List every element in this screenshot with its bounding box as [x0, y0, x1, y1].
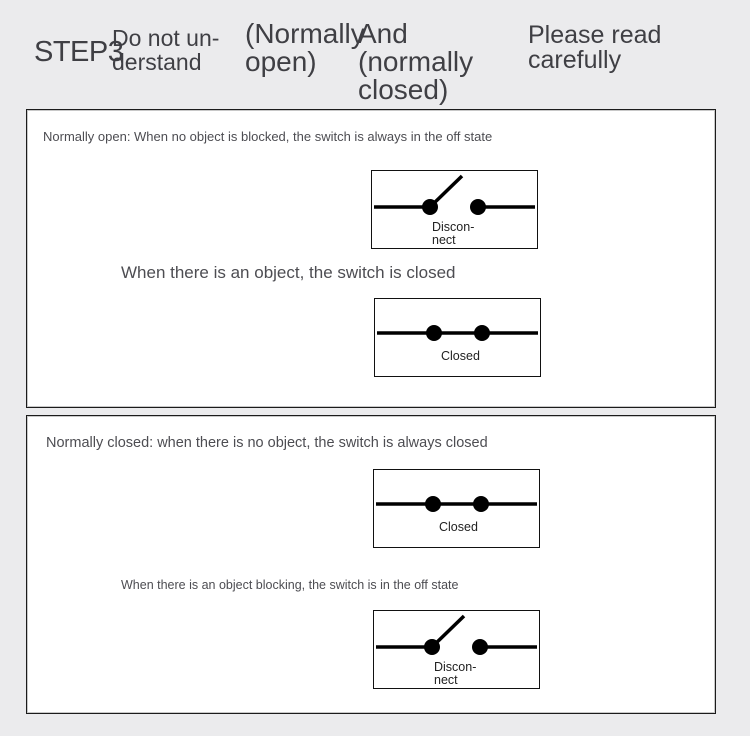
- header-line: closed): [358, 74, 449, 105]
- closed-switch-icon: [375, 299, 540, 376]
- switch-diagram-open: [373, 610, 540, 689]
- header-line: And (normally: [358, 18, 474, 77]
- header-line: (Normally: [245, 18, 365, 49]
- label-line: nect: [434, 673, 458, 687]
- header-line: carefully: [528, 46, 622, 74]
- panel-title: Normally closed: when there is no object, the switch is always closed: [46, 435, 488, 451]
- switch-label: Closed: [439, 520, 478, 534]
- switch-lever: [432, 616, 464, 647]
- header-normally-closed: [358, 20, 528, 104]
- panel-subtitle: When there is an object, the switch is closed: [121, 263, 456, 282]
- panel-title: Normally open: When no object is blocked, the switch is always in the off state: [43, 129, 493, 144]
- step-label: STEP3: [34, 36, 124, 68]
- switch-diagram-closed: [374, 298, 541, 377]
- contact-left: [425, 496, 441, 512]
- closed-switch-icon: [374, 470, 539, 547]
- switch-lever: [430, 176, 462, 207]
- panel-subtitle: When there is an object blocking, the switch is in the off state: [121, 578, 459, 592]
- header-line: Do not un-: [112, 25, 220, 51]
- header-normally-open: [245, 20, 365, 76]
- switch-label: [434, 661, 476, 687]
- header-do-not-understand: [112, 26, 242, 74]
- switch-label: [432, 221, 474, 247]
- label-line: nect: [432, 233, 456, 247]
- contact-left: [426, 325, 442, 341]
- label-line: Discon-: [434, 660, 477, 674]
- label-line: Discon-: [432, 220, 475, 234]
- switch-diagram-open: [371, 170, 538, 249]
- switch-label: Closed: [441, 349, 480, 363]
- contact-right: [474, 325, 490, 341]
- normally-open-panel: [26, 109, 716, 408]
- header-line: Please read: [528, 21, 662, 49]
- header-line: derstand: [112, 49, 202, 75]
- header-line: open): [245, 46, 317, 77]
- contact-right: [473, 496, 489, 512]
- switch-diagram-closed: [373, 469, 540, 548]
- header-please-read: [528, 23, 708, 73]
- normally-closed-panel: [26, 415, 716, 714]
